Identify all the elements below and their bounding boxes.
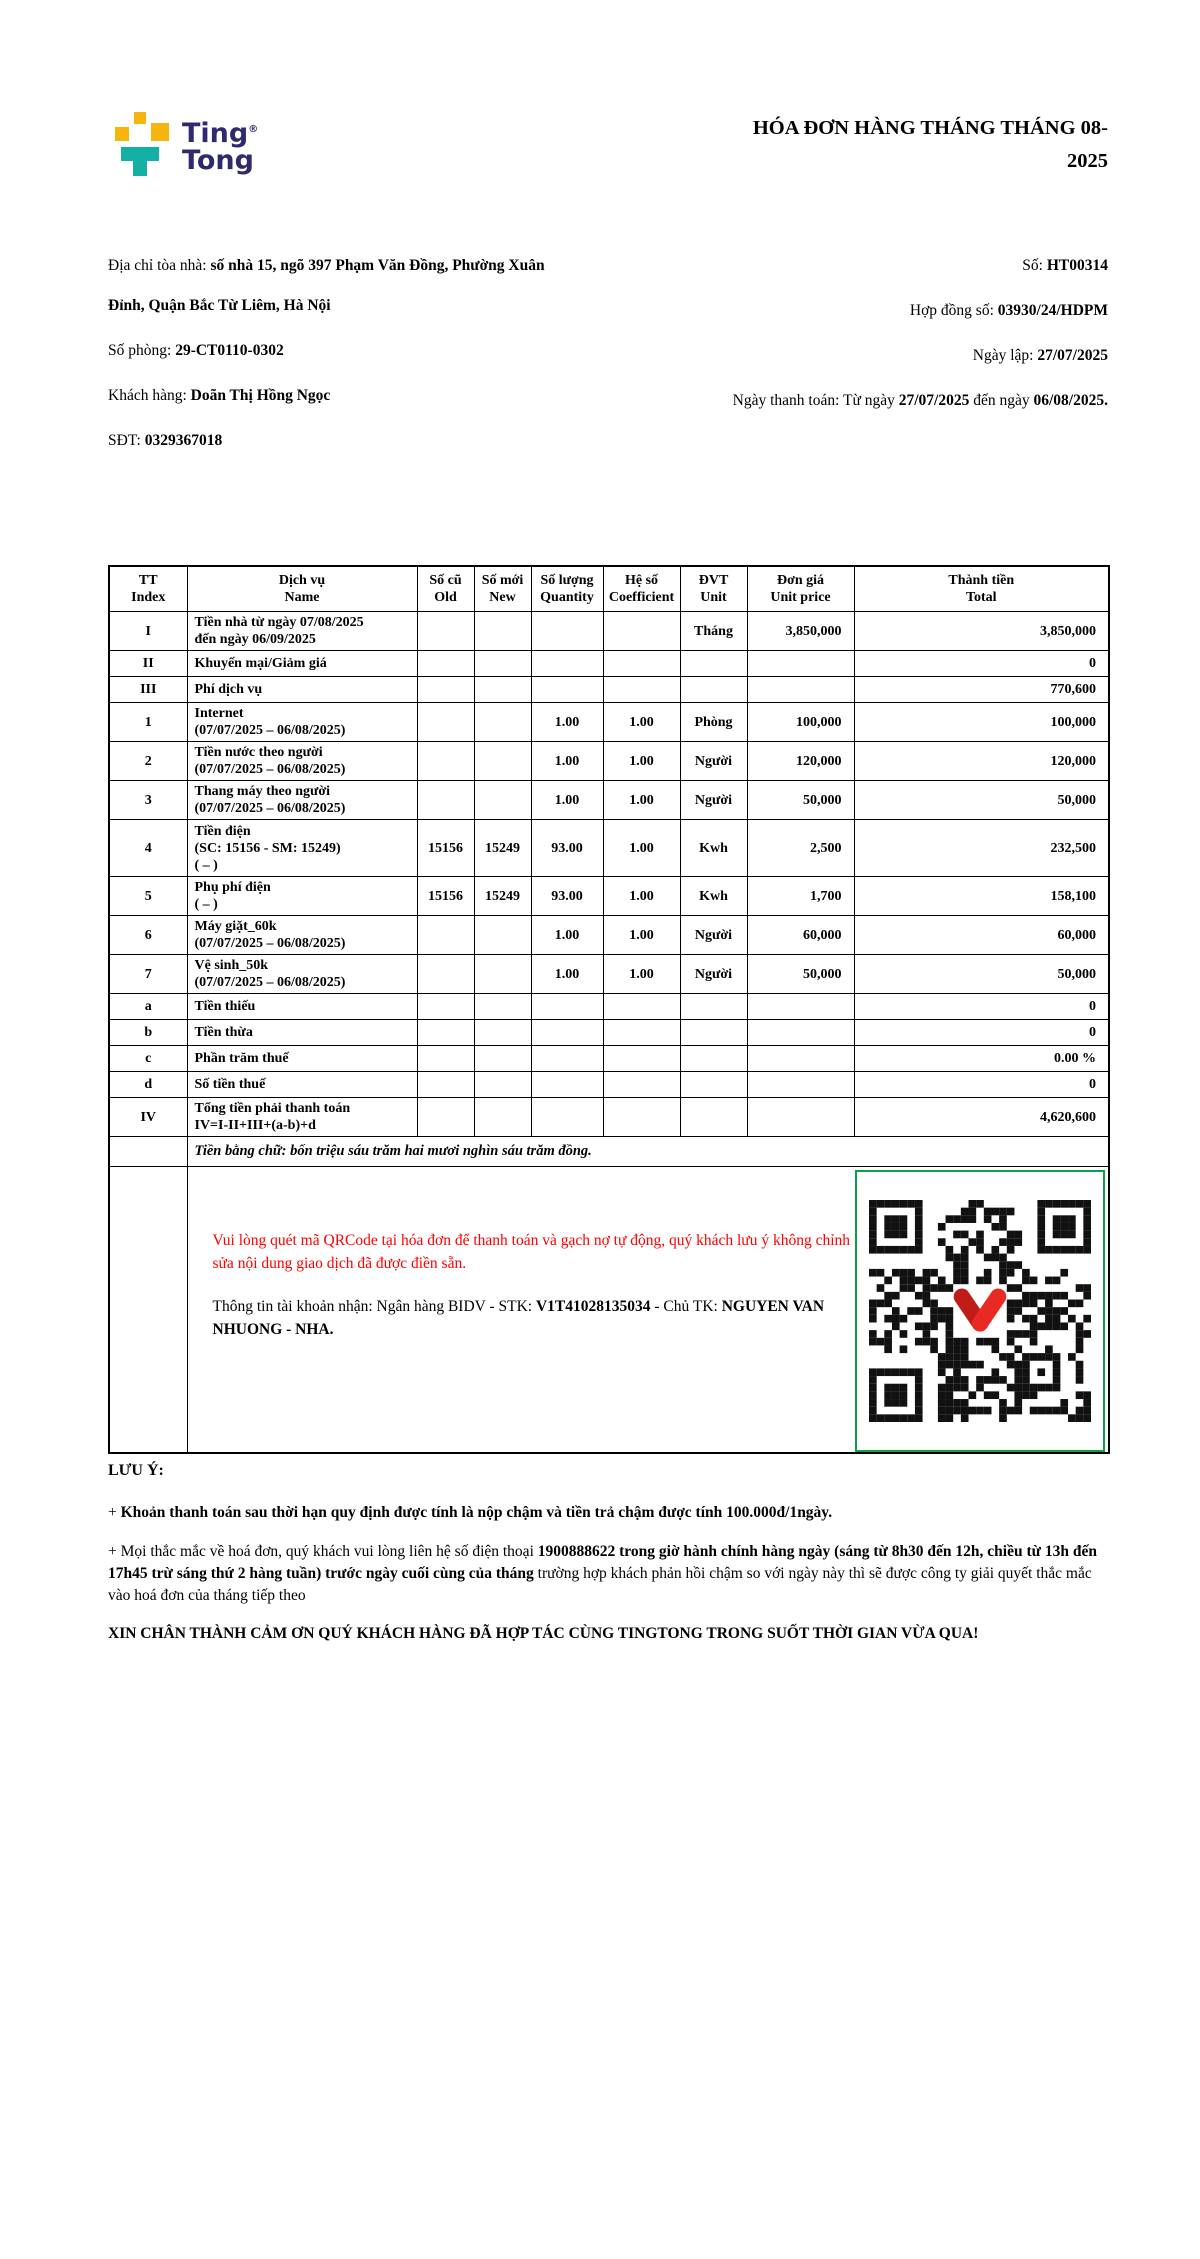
service-name-line: Phần trăm thuế (194, 1051, 289, 1066)
cell-name (187, 677, 417, 703)
cell-total: 232,500 (854, 820, 1109, 877)
col-header-name: Dịch vụ Name (187, 566, 417, 612)
cell-price (747, 1072, 854, 1098)
col-header-old: Số cũ Old (417, 566, 474, 612)
contact-note: + Mọi thắc mắc về hoá đơn, quý khách vui lòng liên hệ số điện thoại 1900888622 trong giờ hành chính hàng ngày (sáng từ 8h30 đến 12h, chiều từ 13h đến 17h45 trừ sáng thứ 2 hàng tuần) trước ngày cuối cùng của tháng trường hợp khách phản hồi chậm so với ngày này thì sẽ được công ty giải quyết thắc mắc vào hoá đơn của tháng tiếp theo (108, 1543, 1097, 1604)
cell-tt: 7 (109, 955, 187, 994)
cell-qty: 1.00 (531, 916, 603, 955)
cell-name (187, 1046, 417, 1072)
cell-unit: Kwh (680, 877, 747, 916)
cell-name (187, 781, 417, 820)
cell-unit: Người (680, 742, 747, 781)
cell-price: 120,000 (747, 742, 854, 781)
brand-logo (108, 110, 258, 176)
table-row (109, 1046, 1109, 1072)
cell-tt: a (109, 994, 187, 1020)
cell-coef (603, 677, 680, 703)
cell-unit: Phòng (680, 703, 747, 742)
cell-unit: Tháng (680, 612, 747, 651)
table-row (109, 651, 1109, 677)
cell-name (187, 877, 417, 916)
cell-name (187, 1072, 417, 1098)
service-name-line: ( – ) (194, 897, 218, 912)
cell-old (417, 703, 474, 742)
contract-number: Hợp đồng số: 03930/24/HDPM (909, 302, 1108, 319)
service-name-line: ( – ) (194, 857, 218, 873)
cell-new (474, 742, 531, 781)
cell-price: 60,000 (747, 916, 854, 955)
cell-total: 100,000 (854, 703, 1109, 742)
cell-unit (680, 1046, 747, 1072)
cell-unit: Kwh (680, 820, 747, 877)
invoice-title-line1: HÓA ĐƠN HÀNG THÁNG THÁNG 08- (752, 117, 1108, 139)
phone-number: SĐT: 0329367018 (108, 432, 223, 449)
cell-old (417, 1020, 474, 1046)
amount-in-words-value: bốn triệu sáu trăm hai mươi nghìn sáu trăm đồng. (290, 1143, 592, 1159)
room-number: Số phòng: 29-CT0110-0302 (108, 342, 284, 359)
service-name-line: (07/07/2025 – 06/08/2025) (194, 801, 346, 816)
cell-old (417, 651, 474, 677)
cell-unit: Người (680, 781, 747, 820)
cell-new (474, 1098, 531, 1137)
cell-total: 0 (854, 651, 1109, 677)
cell-qty: 1.00 (531, 781, 603, 820)
invoice-title-line2: 2025 (1067, 150, 1108, 172)
issue-date: Ngày lập: 27/07/2025 (972, 347, 1108, 364)
cell-qty (531, 1072, 603, 1098)
cell-tt: IV (109, 1098, 187, 1137)
col-header-total: Thành tiền Total (854, 566, 1109, 612)
charges-table (108, 565, 1110, 1454)
late-fee-note: + Khoản thanh toán sau thời hạn quy định được tính là nộp chậm và tiền trả chậm được tính 100.000đ/1ngày. (108, 1504, 833, 1521)
cell-old (417, 955, 474, 994)
cell-tt: d (109, 1072, 187, 1098)
table-row (109, 820, 1109, 877)
cell-name (187, 651, 417, 677)
col-header-new: Số mới New (474, 566, 531, 612)
service-name-line: đến ngày 06/09/2025 (194, 632, 316, 647)
service-name-line: Tiền nhà từ ngày 07/08/2025 (194, 615, 364, 630)
cell-price: 50,000 (747, 781, 854, 820)
amount-in-words-row (109, 1137, 1109, 1167)
cell-coef: 1.00 (603, 742, 680, 781)
cell-qty (531, 1020, 603, 1046)
cell-stub (109, 1137, 187, 1167)
cell-unit (680, 1072, 747, 1098)
cell-total: 120,000 (854, 742, 1109, 781)
cell-name (187, 612, 417, 651)
cell-tt: 4 (109, 820, 187, 877)
cell-total: 60,000 (854, 916, 1109, 955)
cell-old (417, 916, 474, 955)
invoice-meta (628, 246, 1108, 426)
cell-unit (680, 1098, 747, 1137)
cell-new (474, 994, 531, 1020)
cell-old (417, 1072, 474, 1098)
cell-stub (109, 1167, 187, 1453)
service-name-line: (07/07/2025 – 06/08/2025) (194, 936, 346, 951)
cell-price (747, 677, 854, 703)
cell-tt: 6 (109, 916, 187, 955)
service-name-line: Tổng tiền phải thanh toán (194, 1101, 351, 1116)
cell-new (474, 677, 531, 703)
cell-price: 100,000 (747, 703, 854, 742)
service-name-line: Vệ sinh_50k (194, 958, 269, 973)
cell-price (747, 1020, 854, 1046)
table-row (109, 994, 1109, 1020)
cell-new (474, 916, 531, 955)
table-row (109, 955, 1109, 994)
cell-tt: 2 (109, 742, 187, 781)
cell-tt: 3 (109, 781, 187, 820)
cell-total: 50,000 (854, 781, 1109, 820)
cell-price (747, 651, 854, 677)
cell-name (187, 955, 417, 994)
table-row (109, 677, 1109, 703)
cell-unit (680, 651, 747, 677)
cell-qty (531, 994, 603, 1020)
amount-in-words (187, 1137, 1109, 1167)
cell-new: 15249 (474, 877, 531, 916)
thanks-message: XIN CHÂN THÀNH CẢM ƠN QUÝ KHÁCH HÀNG ĐÃ HỢP TÁC CÙNG TINGTONG TRONG SUỐT THỜI GIAN VỪA QUA! (108, 1625, 979, 1642)
col-header-coefficient: Hệ số Coefficient (603, 566, 680, 612)
service-name-line: Phụ phí điện (194, 880, 271, 895)
cell-unit (680, 1020, 747, 1046)
notes-heading: LƯU Ý: (108, 1462, 164, 1479)
cell-price (747, 1098, 854, 1137)
service-name-line: (07/07/2025 – 06/08/2025) (194, 723, 346, 738)
cell-new (474, 781, 531, 820)
cell-coef (603, 1072, 680, 1098)
payment-instructions (213, 1229, 858, 1341)
service-name-line: Tiền điện (194, 823, 251, 839)
cell-new (474, 1046, 531, 1072)
cell-qty (531, 651, 603, 677)
cell-new (474, 1020, 531, 1046)
cell-qty: 1.00 (531, 742, 603, 781)
service-name-line: Tiền thiếu (194, 999, 256, 1014)
cell-price: 50,000 (747, 955, 854, 994)
qr-code (855, 1170, 1105, 1452)
cell-qty: 93.00 (531, 820, 603, 877)
tingtong-icon (108, 110, 172, 176)
amount-in-words-label: Tiền bằng chữ: (194, 1143, 291, 1159)
cell-coef: 1.00 (603, 916, 680, 955)
cell-name (187, 820, 417, 877)
cell-coef (603, 994, 680, 1020)
cell-unit (680, 677, 747, 703)
cell-new: 15249 (474, 820, 531, 877)
cell-coef (603, 1098, 680, 1137)
cell-old (417, 994, 474, 1020)
cell-tt: I (109, 612, 187, 651)
building-address: Địa chỉ tòa nhà: số nhà 15, ngõ 397 Phạm Văn Đồng, Phường Xuân Đỉnh, Quận Bắc Từ Liêm, Hà Nội (108, 257, 545, 314)
cell-coef: 1.00 (603, 820, 680, 877)
cell-coef (603, 1020, 680, 1046)
table-row (109, 781, 1109, 820)
service-name-line: Số tiền thuế (194, 1077, 266, 1092)
cell-old (417, 677, 474, 703)
col-header-index: TT Index (109, 566, 187, 612)
table-row (109, 742, 1109, 781)
col-header-quantity: Số lượng Quantity (531, 566, 603, 612)
qr-instruction: Vui lòng quét mã QRCode tại hóa đơn để thanh toán và gạch nợ tự động, quý khách lưu ý không chỉnh sửa nội dung giao dịch đã được điền sẵn. (212, 1232, 851, 1272)
table-header-row (109, 566, 1109, 612)
cell-total: 50,000 (854, 955, 1109, 994)
cell-total: 158,100 (854, 877, 1109, 916)
cell-price (747, 1046, 854, 1072)
service-name-line: IV=I-II+III+(a-b)+d (194, 1118, 316, 1133)
service-name-line: Tiền thừa (194, 1025, 253, 1040)
service-name-line: (07/07/2025 – 06/08/2025) (194, 975, 346, 990)
cell-name (187, 703, 417, 742)
table-row (109, 1098, 1109, 1137)
service-name-line: Internet (194, 706, 244, 721)
cell-coef (603, 1046, 680, 1072)
table-row (109, 877, 1109, 916)
service-name-line: (SC: 15156 - SM: 15249) (194, 840, 341, 856)
cell-tt: c (109, 1046, 187, 1072)
cell-name (187, 994, 417, 1020)
cell-total: 0 (854, 994, 1109, 1020)
cell-qty: 1.00 (531, 703, 603, 742)
cell-unit (680, 994, 747, 1020)
cell-coef (603, 651, 680, 677)
footer-notes (108, 1462, 1108, 1646)
brand-name-line1: Ting (182, 118, 249, 149)
service-name-line: Thang máy theo người (194, 784, 331, 799)
cell-new (474, 955, 531, 994)
service-name-line: Tiền nước theo người (194, 745, 323, 760)
brand-name-line2: Tong (182, 145, 254, 176)
cell-name (187, 742, 417, 781)
cell-coef: 1.00 (603, 955, 680, 994)
cell-price: 1,700 (747, 877, 854, 916)
service-name-line: Phí dịch vụ (194, 682, 263, 697)
cell-qty: 1.00 (531, 955, 603, 994)
cell-qty (531, 1046, 603, 1072)
cell-total: 3,850,000 (854, 612, 1109, 651)
qr-row (109, 1167, 1109, 1453)
customer-name: Khách hàng: Doãn Thị Hồng Ngọc (108, 387, 331, 404)
col-header-unit-price: Đơn giá Unit price (747, 566, 854, 612)
invoice-title (588, 112, 1108, 178)
cell-name (187, 916, 417, 955)
registered-mark: ® (248, 124, 259, 135)
cell-tt: II (109, 651, 187, 677)
cell-old (417, 1098, 474, 1137)
cell-tt: III (109, 677, 187, 703)
customer-info (108, 246, 570, 466)
cell-coef (603, 612, 680, 651)
cell-price: 3,850,000 (747, 612, 854, 651)
cell-old (417, 742, 474, 781)
cell-total: 0 (854, 1072, 1109, 1098)
cell-old (417, 612, 474, 651)
service-name-line: Khuyến mại/Giảm giá (194, 656, 327, 671)
cell-total: 0.00 % (854, 1046, 1109, 1072)
brand-name (182, 116, 258, 174)
cell-new (474, 612, 531, 651)
table-row (109, 916, 1109, 955)
cell-qty (531, 677, 603, 703)
cell-unit: Người (680, 916, 747, 955)
table-row (109, 1020, 1109, 1046)
table-row (109, 612, 1109, 651)
cell-old: 15156 (417, 877, 474, 916)
cell-new (474, 651, 531, 677)
cell-new (474, 1072, 531, 1098)
col-header-unit: ĐVT Unit (680, 566, 747, 612)
cell-unit: Người (680, 955, 747, 994)
cell-old (417, 1046, 474, 1072)
table-row (109, 703, 1109, 742)
cell-tt: 5 (109, 877, 187, 916)
cell-coef: 1.00 (603, 703, 680, 742)
cell-price: 2,500 (747, 820, 854, 877)
payment-period: Ngày thanh toán: Từ ngày 27/07/2025 đến ngày 06/08/2025. (732, 392, 1108, 409)
account-info: Thông tin tài khoản nhận: Ngân hàng BIDV - STK: V1T41028135034 - Chủ TK: NGUYEN VAN NHUONG - NHA. (212, 1298, 825, 1338)
cell-coef: 1.00 (603, 877, 680, 916)
cell-tt: 1 (109, 703, 187, 742)
cell-name (187, 1020, 417, 1046)
table-row (109, 1072, 1109, 1098)
cell-qty (531, 1098, 603, 1137)
cell-coef: 1.00 (603, 781, 680, 820)
cell-new (474, 703, 531, 742)
cell-name (187, 1098, 417, 1137)
invoice-number: Số: HT00314 (1022, 257, 1108, 274)
cell-old (417, 781, 474, 820)
cell-total: 4,620,600 (854, 1098, 1109, 1137)
cell-old: 15156 (417, 820, 474, 877)
cell-qty: 93.00 (531, 877, 603, 916)
cell-total: 0 (854, 1020, 1109, 1046)
service-name-line: Máy giặt_60k (194, 919, 277, 934)
cell-qty (531, 612, 603, 651)
cell-price (747, 994, 854, 1020)
service-name-line: (07/07/2025 – 06/08/2025) (194, 762, 346, 777)
cell-total: 770,600 (854, 677, 1109, 703)
cell-tt: b (109, 1020, 187, 1046)
